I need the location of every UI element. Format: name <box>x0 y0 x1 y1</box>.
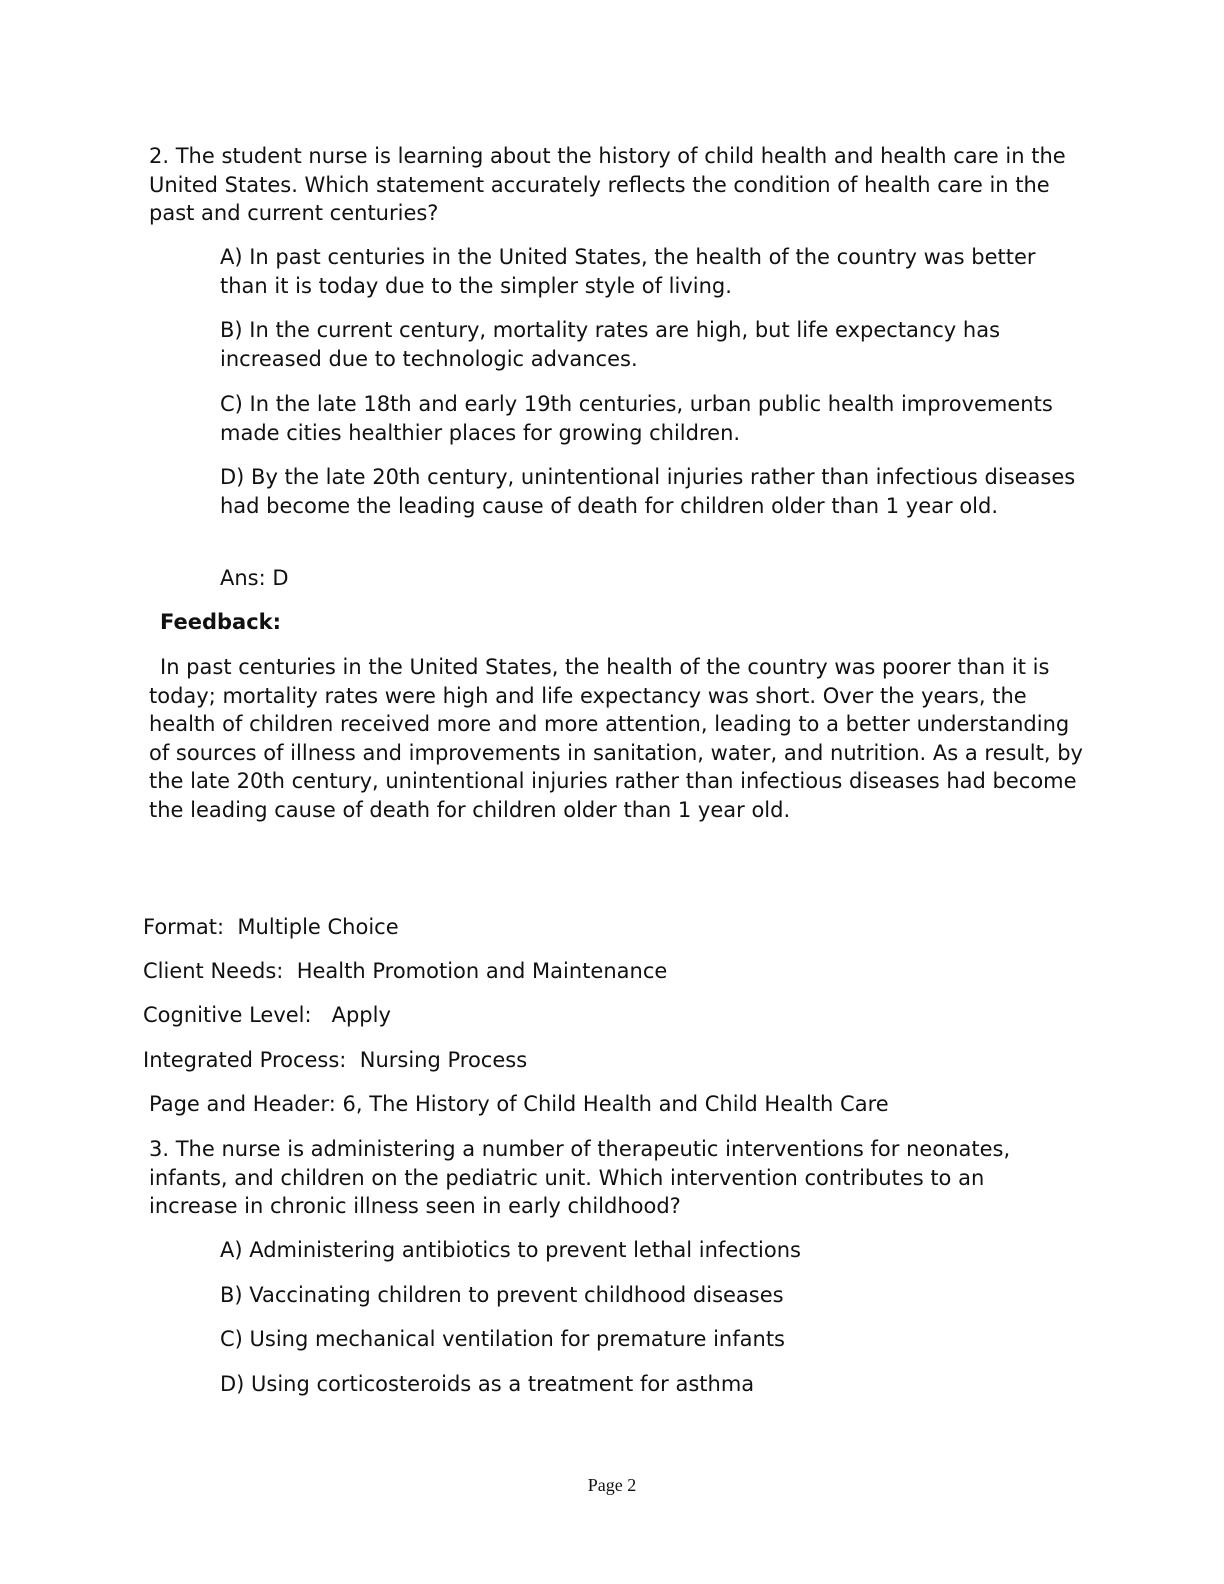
question-3-option-b: B) Vaccinating children to prevent childhood diseases <box>220 1283 784 1307</box>
feedback-label: Feedback: <box>160 610 282 634</box>
question-2-option-a: A) In past centuries in the United States, the health of the country was better than it is today due to the simpler style of living. <box>220 245 1036 298</box>
page-number: Page 2 <box>587 1475 637 1495</box>
format-line: Format: Multiple Choice <box>143 915 399 939</box>
page-header-line: Page and Header: 6, The History of Child Health and Child Health Care <box>149 1092 889 1116</box>
question-3-option-a: A) Administering antibiotics to prevent lethal infections <box>220 1238 801 1262</box>
integrated-process-line: Integrated Process: Nursing Process <box>143 1048 528 1072</box>
feedback-text: In past centuries in the United States, the health of the country was poorer than it is today; mortality rates were high and life expectancy was short. Over the years, the health of children received more and more attention, leading to a better understanding of sources of illness and improvements in sanitation, water, and nutrition. As a result, by the late 20th century, unintentional injuries rather than infectious diseases had become the leading cause of death for children older than 1 year old. <box>149 655 1083 822</box>
question-3-option-d: D) Using corticosteroids as a treatment for asthma <box>220 1372 755 1396</box>
question-2-option-d: D) By the late 20th century, unintentional injuries rather than infectious diseases had become the leading cause of death for children older than 1 year old. <box>220 465 1076 518</box>
question-3-option-c: C) Using mechanical ventilation for premature infants <box>220 1327 785 1351</box>
question-2-option-c: C) In the late 18th and early 19th centuries, urban public health improvements made cities healthier places for growing children. <box>220 392 1053 445</box>
cognitive-level-line: Cognitive Level: Apply <box>143 1003 391 1027</box>
question-2-answer: Ans: D <box>220 566 289 590</box>
client-needs-line: Client Needs: Health Promotion and Maintenance <box>143 959 668 983</box>
question-2-option-b: B) In the current century, mortality rates are high, but life expectancy has increased due to technologic advances. <box>220 318 1001 371</box>
question-3-stem: 3. The nurse is administering a number of therapeutic interventions for neonates, infants, and children on the pediatric unit. Which intervention contributes to an increase in chronic illness seen in early childhood? <box>149 1137 1011 1218</box>
question-2-stem: 2. The student nurse is learning about the history of child health and health care in the United States. Which statement accurately reflects the condition of health care in the past and current centuries? <box>149 144 1066 225</box>
